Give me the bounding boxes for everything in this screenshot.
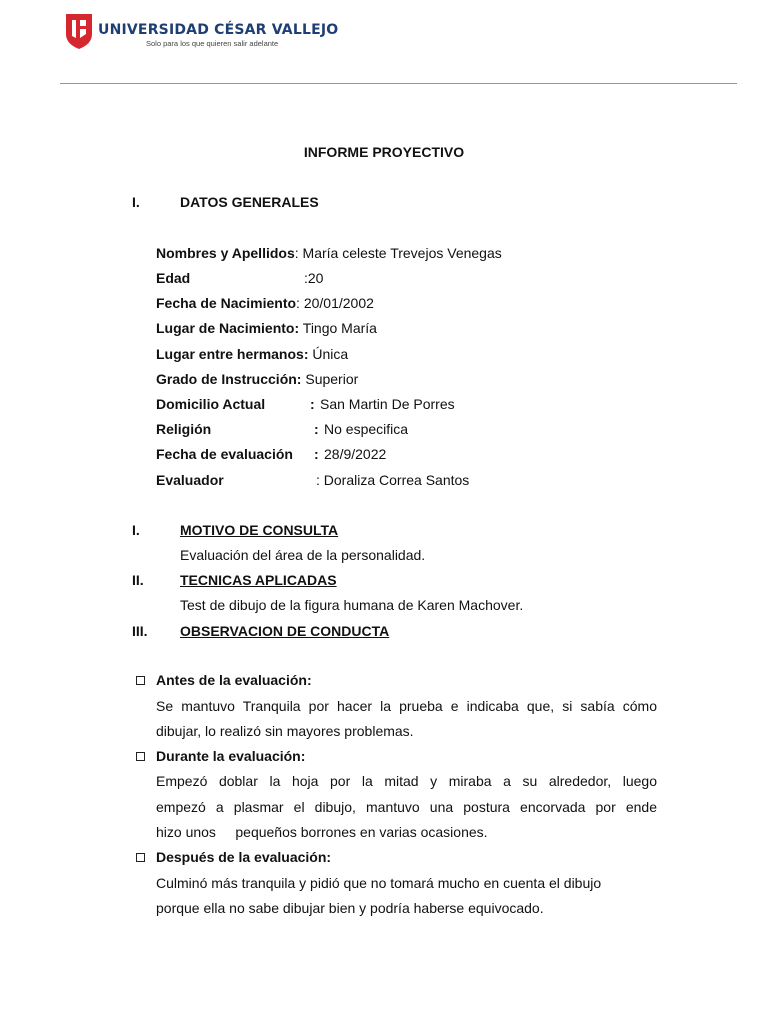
field-value: Superior	[305, 371, 359, 387]
field-label: Lugar entre hermanos:	[156, 346, 309, 362]
field-label: Edad	[156, 270, 191, 286]
field-lugar-hermanos	[156, 346, 348, 362]
field-colon: :	[314, 421, 319, 437]
section-number: I.	[132, 522, 140, 538]
section-title: DATOS GENERALES	[180, 194, 319, 210]
field-label: Religión	[156, 421, 212, 437]
bullet-heading-antes: Antes de la evaluación:	[156, 672, 312, 688]
field-label: Evaluador	[156, 472, 224, 488]
bullet-heading-durante: Durante la evaluación:	[156, 748, 306, 764]
bullet-text-line: Culminó más tranquila y pidió que no tomará mucho en cuenta el dibujo	[156, 875, 602, 891]
field-fecha-nacimiento	[156, 295, 374, 311]
field-nombres	[156, 245, 502, 261]
section-number: I.	[132, 194, 140, 210]
bullet-text-line: porque ella no sabe dibujar bien y podría haberse equivocado.	[156, 900, 544, 916]
field-label: Nombres y Apellidos	[156, 245, 295, 261]
page-title: INFORME PROYECTIVO	[303, 144, 465, 160]
bullet-text-line: Empezó doblar la hoja por la mitad y miraba a su alrededor, luego	[156, 773, 657, 789]
university-logo	[64, 12, 338, 50]
logo-name: UNIVERSIDAD CÉSAR VALLEJO	[98, 22, 339, 38]
bullet-text-line: Se mantuvo Tranquila por hacer la prueba e indicaba que, si sabía cómo	[156, 698, 657, 714]
bullet-text-line: dibujar, lo realizó sin mayores problemas.	[156, 723, 414, 739]
field-grado-instruccion	[156, 371, 358, 387]
section-title: TECNICAS APLICADAS	[180, 572, 337, 588]
field-value: : Doraliza Correa Santos	[316, 472, 470, 488]
field-label: Grado de Instrucción:	[156, 371, 302, 387]
field-colon: :	[310, 396, 315, 412]
field-value: San Martin De Porres	[320, 396, 455, 412]
field-value: 28/9/2022	[324, 446, 387, 462]
header-divider	[60, 83, 737, 84]
field-label: Lugar de Nacimiento:	[156, 320, 300, 336]
field-fecha-evaluacion	[156, 446, 387, 462]
section-title: OBSERVACION DE CONDUCTA	[180, 623, 390, 639]
field-colon: :	[314, 446, 319, 462]
section-number: II.	[132, 572, 144, 588]
field-label: Domicilio Actual	[156, 396, 266, 412]
motivo-text: Evaluación del área de la personalidad.	[180, 547, 426, 563]
bullet-text-line: hizo unos pequeños borrones en varias ocasiones.	[156, 824, 488, 840]
section-number: III.	[132, 623, 148, 639]
field-value: : María celeste Trevejos Venegas	[294, 245, 502, 261]
field-value: Tingo María	[302, 320, 377, 336]
field-value: :20	[304, 270, 324, 286]
field-lugar-nacimiento	[156, 320, 377, 336]
field-evaluador	[156, 472, 470, 488]
field-label: Fecha de evaluación	[156, 446, 293, 462]
bullet-square-icon	[136, 752, 145, 761]
field-value: Única	[312, 346, 349, 362]
field-religion	[156, 421, 409, 437]
field-domicilio	[156, 396, 455, 412]
logo-slogan: Solo para los que quieren salir adelante	[146, 39, 279, 48]
bullet-square-icon	[136, 853, 145, 862]
bullet-text-line: empezó a plasmar el dibujo, mantuvo una postura encorvada por ende	[156, 799, 657, 815]
field-label: Fecha de Nacimiento	[156, 295, 297, 311]
university-shield-icon	[64, 12, 94, 50]
bullet-square-icon	[136, 676, 145, 685]
field-edad	[156, 270, 324, 286]
section-title: MOTIVO DE CONSULTA	[180, 522, 339, 538]
field-value: : 20/01/2002	[296, 295, 374, 311]
field-value: No especifica	[324, 421, 409, 437]
bullet-heading-despues: Después de la evaluación:	[156, 849, 332, 865]
tecnicas-text: Test de dibujo de la figura humana de Karen Machover.	[180, 597, 524, 613]
